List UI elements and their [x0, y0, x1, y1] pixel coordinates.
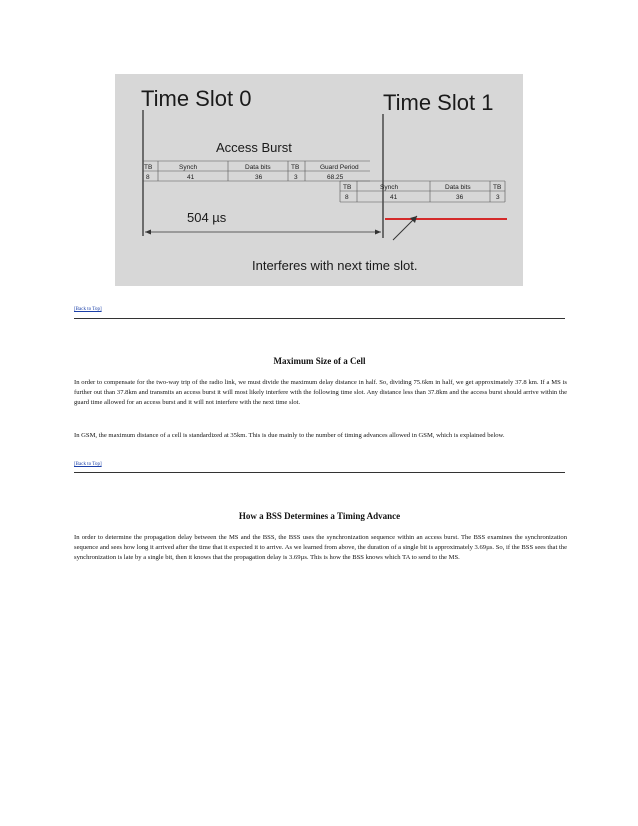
- access-burst-label: Access Burst: [216, 140, 292, 155]
- next-burst-table: [340, 181, 505, 202]
- row2-header-synch: Synch: [380, 184, 399, 191]
- timing-advance-paragraph-1: In order to determine the propagation delay between the MS and the BSS, the BSS uses the synchronization sequence within an access burst. The BSS examines the synchronization sequence and sees how long it arrived after the time that it expected it to arrive. As we learned from above, the duration of a single bit is approximately 3.69µs. So, if the BSS sees that the synchronization is late by a single bit, then it knows that the propagation delay is 3.69µs. This is how the BSS knows which TA to send to the MS.: [74, 534, 567, 561]
- section-divider-2: [74, 472, 565, 473]
- row1-value-synch: 41: [187, 174, 195, 181]
- row2-header-tb2: TB: [493, 184, 502, 191]
- row1-header-synch: Synch: [179, 164, 198, 171]
- access-burst-diagram: [115, 74, 523, 286]
- section-title-timing-advance: How a BSS Determines a Timing Advance: [238, 511, 401, 521]
- row2-value-data: 36: [456, 194, 464, 201]
- row1-header-tb2: TB: [291, 164, 300, 171]
- maximum-size-paragraph-2: In GSM, the maximum distance of a cell is standardized at 35km. This is due mainly to the number of timing advances allowed in GSM, which is explained below.: [74, 432, 505, 439]
- section-divider-1: [74, 318, 565, 319]
- row1-header-tb1: TB: [144, 164, 153, 171]
- duration-arrow-right-head: [375, 230, 381, 235]
- row2-header-data: Data bits: [445, 184, 471, 191]
- time-slot-0-label: Time Slot 0: [141, 86, 252, 111]
- section-title-maximum-size: Maximum Size of a Cell: [273, 356, 366, 366]
- row1-value-guard: 68.25: [327, 174, 344, 181]
- duration-arrow-left-head: [145, 230, 151, 235]
- maximum-size-paragraph-1: In order to compensate for the two-way trip of the radio link, we must divide the maximum delay distance in half. So, dividing 75.6km in half, we get approximately 37.8 km. If a MS is further out than 37.8km and transmits an access burst it will most likely interfere with the following time slot. Any distance less than 37.8km and the access burst should arrive within the guard time allowed for an access burst and it will not interfere with the next time slot.: [74, 379, 567, 406]
- back-to-top-link-1[interactable]: [Back to Top]: [74, 307, 102, 312]
- row1-value-tb2: 3: [294, 174, 298, 181]
- row1-header-data: Data bits: [245, 164, 271, 171]
- row2-header-tb1: TB: [343, 184, 352, 191]
- row2-value-tb2: 3: [496, 194, 500, 201]
- time-slot-1-label: Time Slot 1: [383, 90, 494, 115]
- back-to-top-link-2[interactable]: [Back to Top]: [74, 462, 102, 467]
- row1-header-guard: Guard Period: [320, 164, 359, 171]
- duration-label: 504 µs: [187, 210, 227, 225]
- timing-advance-figure: [115, 74, 523, 286]
- row1-value-tb1: 8: [146, 174, 150, 181]
- interference-caption: Interferes with next time slot.: [252, 258, 418, 273]
- row2-value-synch: 41: [390, 194, 398, 201]
- row1-value-data: 36: [255, 174, 263, 181]
- row2-value-tb1: 8: [345, 194, 349, 201]
